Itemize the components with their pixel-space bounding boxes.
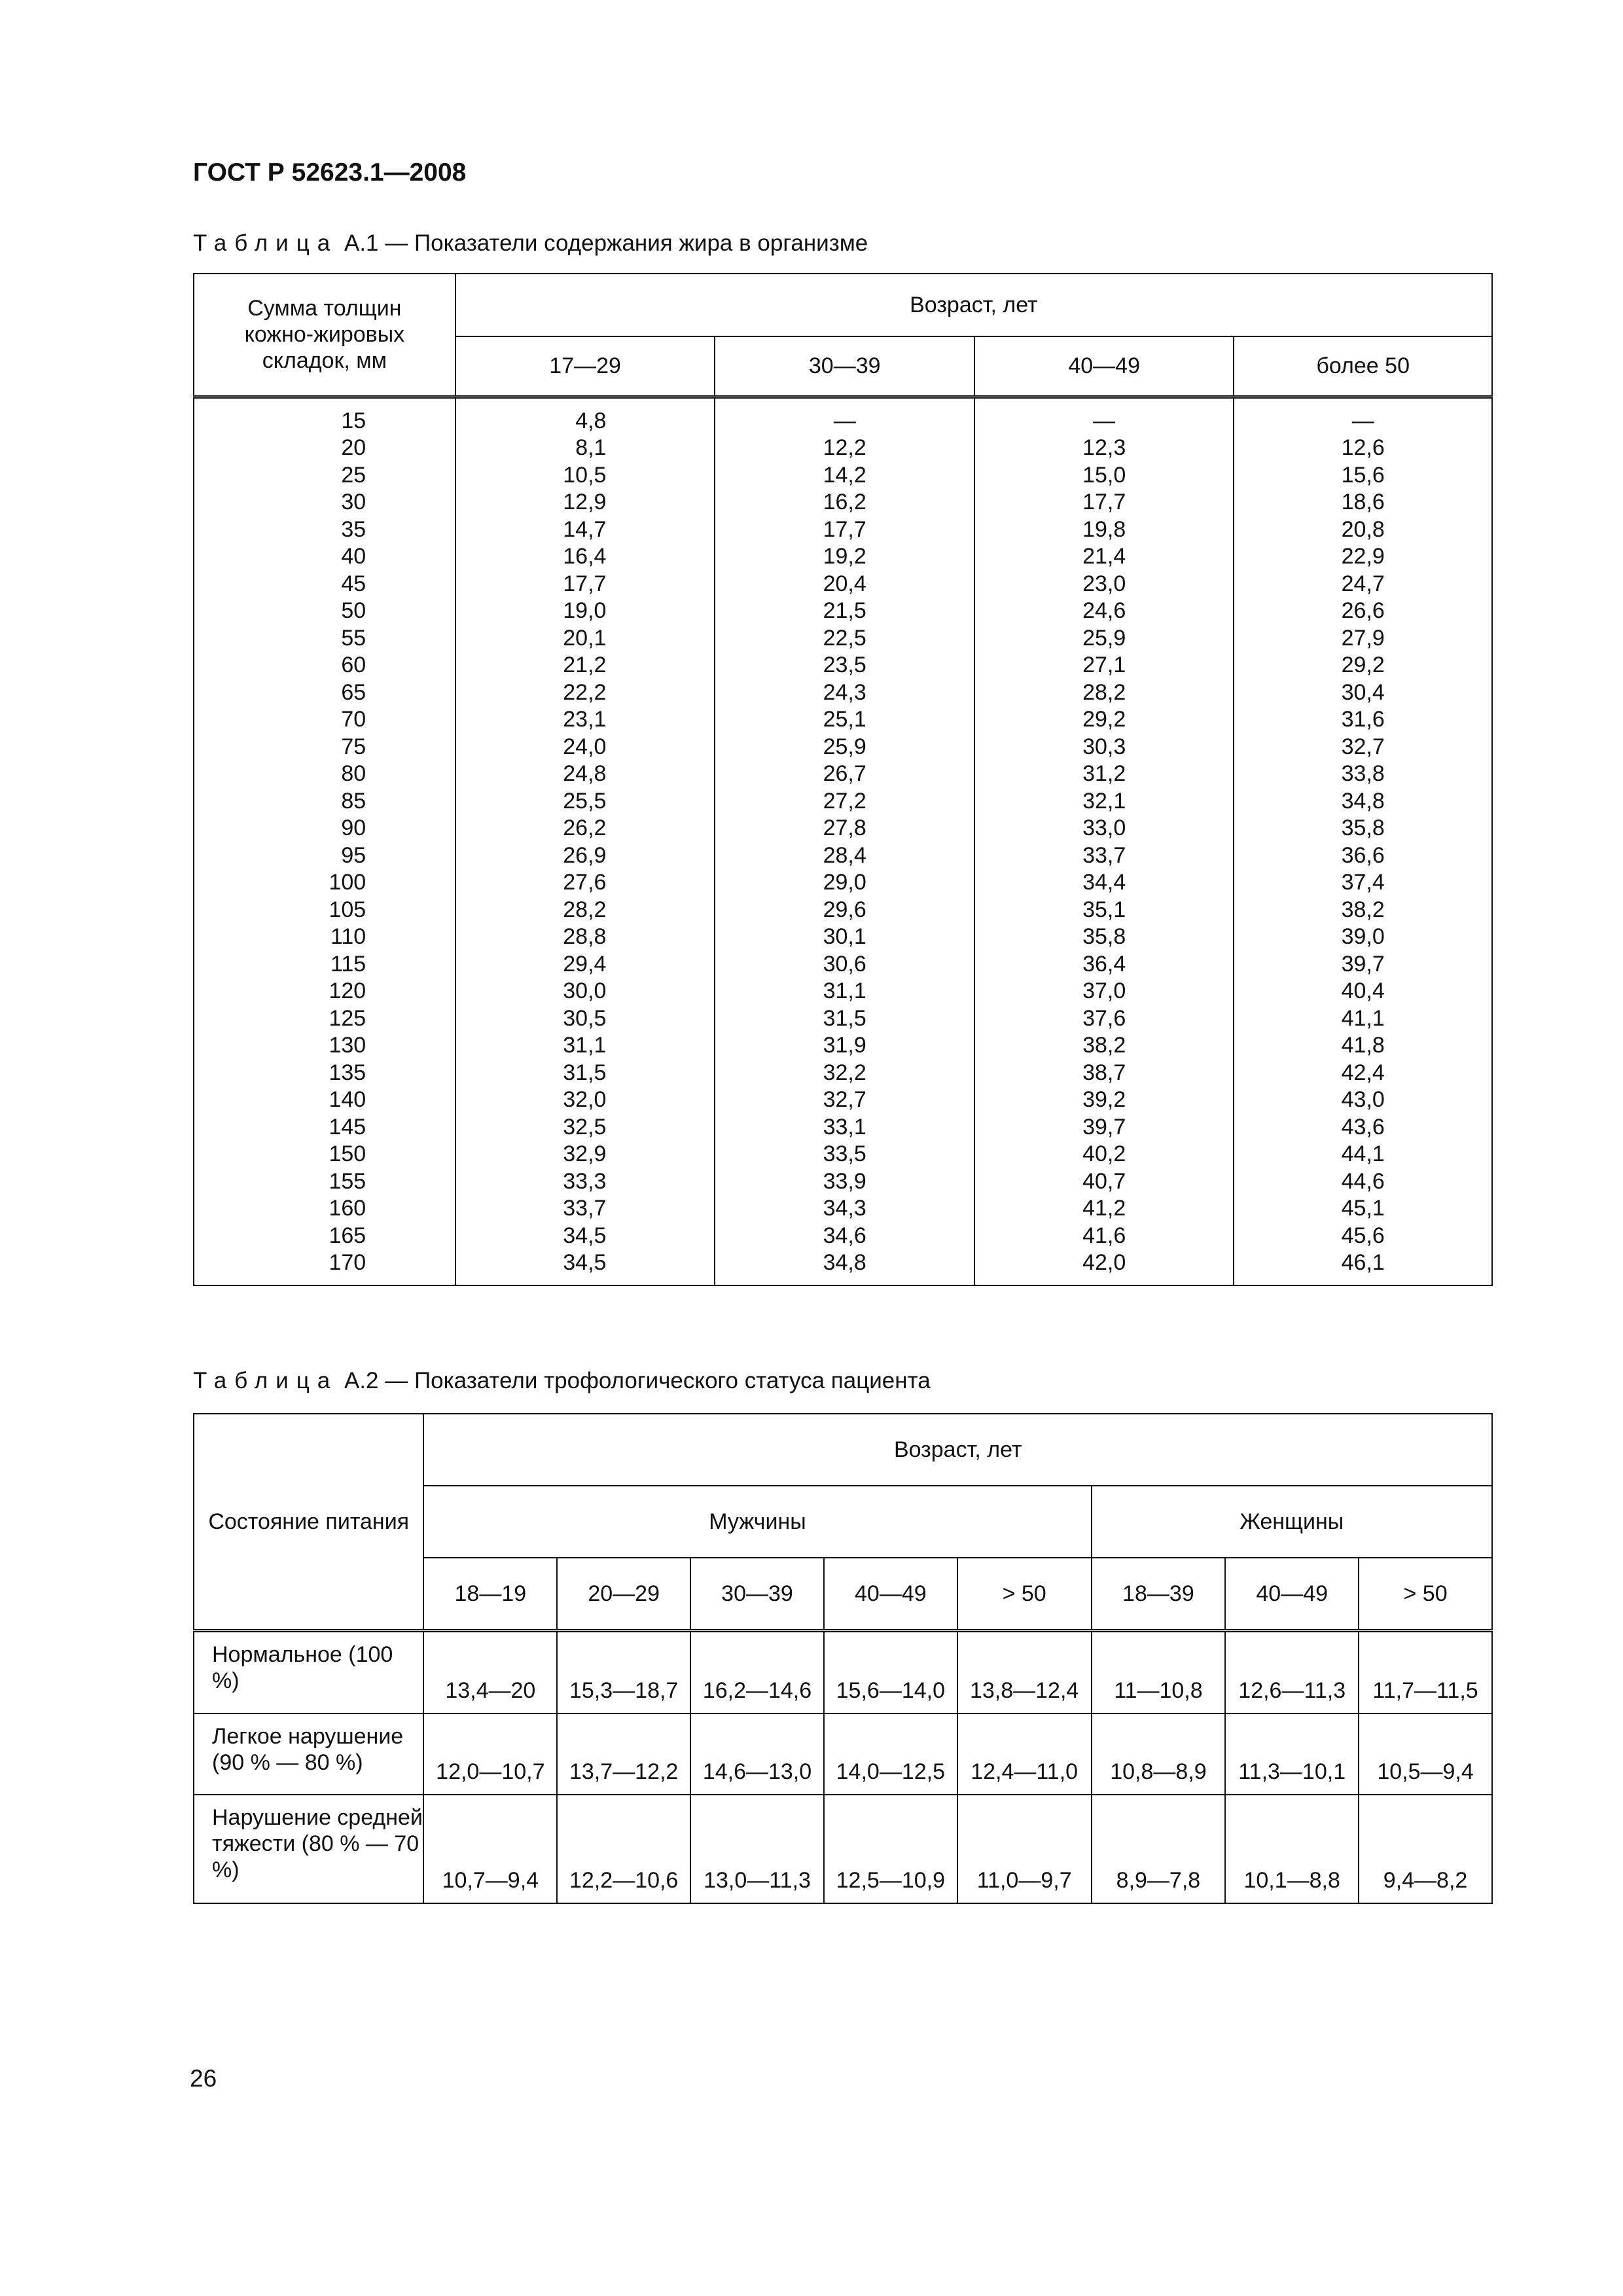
skinfold-sum-value: 25 xyxy=(341,462,366,488)
table1-caption-text: А.1 — Показатели содержания жира в организме xyxy=(344,230,868,256)
fat-percent-value: 33,5 xyxy=(823,1141,866,1166)
men-header: Мужчины xyxy=(423,1486,1091,1558)
table-cell: 11,0—9,7 xyxy=(957,1795,1092,1903)
trophological-status-table xyxy=(193,1413,1493,1904)
fat-percent-value: 39,2 xyxy=(1082,1087,1126,1112)
fat-percent-value: 33,9 xyxy=(823,1168,866,1194)
table-row xyxy=(194,1795,1492,1903)
fat-percent-value: 34,8 xyxy=(1341,788,1385,814)
fat-percent-value: 27,2 xyxy=(823,788,866,814)
skinfold-sum-value: 35 xyxy=(341,516,366,542)
fat-percent-value: 21,4 xyxy=(1082,544,1126,569)
page-number: 26 xyxy=(190,2065,217,2092)
fat-percent-value: 30,6 xyxy=(823,951,866,977)
fat-percent-value: 4,8 xyxy=(575,408,607,433)
skinfold-sum-value: 15 xyxy=(341,408,366,433)
skinfold-sum-value: 145 xyxy=(329,1114,366,1139)
fat-percent-value: 31,5 xyxy=(823,1005,866,1031)
fat-percent-value: 25,5 xyxy=(563,788,607,814)
fat-percent-value: 24,7 xyxy=(1341,571,1385,596)
skinfold-sum-value: 60 xyxy=(341,653,366,677)
fat-percent-value: 26,2 xyxy=(563,816,607,840)
fat-percent-value: 24,3 xyxy=(823,679,866,705)
fat-percent-value: 33,8 xyxy=(1341,761,1385,786)
age-group-header: > 50 xyxy=(1359,1558,1492,1631)
fat-percent-value: 34,5 xyxy=(563,1250,607,1275)
fat-percent-value: 36,4 xyxy=(1082,951,1126,977)
table-cell: 11,7—11,5 xyxy=(1359,1631,1492,1713)
fat-percent-value: 27,1 xyxy=(1082,653,1126,677)
fat-percent-value: 27,6 xyxy=(563,870,607,895)
fat-percent-value: 34,5 xyxy=(563,1223,607,1248)
table-cell: 13,8—12,4 xyxy=(957,1631,1092,1713)
fat-percent-value: 20,1 xyxy=(563,625,607,651)
fat-percent-value: — xyxy=(833,408,856,433)
row-label: Легкое нарушение (90 % — 80 %) xyxy=(194,1713,423,1795)
fat-percent-value: 38,2 xyxy=(1082,1033,1126,1058)
fat-percent-value: 16,4 xyxy=(563,544,607,569)
table1-caption-word: Таблица xyxy=(193,230,338,256)
fat-percent-value: 10,5 xyxy=(563,462,607,488)
age-30-39-column xyxy=(715,397,974,1285)
fat-percent-value: 39,7 xyxy=(1341,951,1385,977)
table-cell: 10,8—8,9 xyxy=(1092,1713,1226,1795)
skinfold-sum-value: 85 xyxy=(341,788,366,814)
skinfold-sum-value: 170 xyxy=(329,1250,366,1275)
fat-percent-value: 27,9 xyxy=(1341,625,1385,651)
fat-percent-value: 15,6 xyxy=(1341,462,1385,488)
fat-percent-value: 22,9 xyxy=(1341,544,1385,569)
fat-percent-value: 44,1 xyxy=(1341,1141,1385,1166)
fat-percent-value: 35,8 xyxy=(1082,924,1126,949)
age-40-49-column xyxy=(974,397,1234,1285)
age-group-header: более 50 xyxy=(1234,336,1492,397)
fat-percent-value: 31,1 xyxy=(823,978,866,1003)
fat-percent-value: 30,1 xyxy=(823,924,866,949)
fat-percent-value: 23,0 xyxy=(1082,571,1126,596)
fat-percent-value: 39,0 xyxy=(1341,924,1385,949)
age-group-header: 18—39 xyxy=(1092,1558,1226,1631)
fat-percent-value: 35,8 xyxy=(1341,816,1385,840)
fat-percent-value: 31,2 xyxy=(1082,761,1126,786)
fat-percent-value: 44,6 xyxy=(1341,1168,1385,1194)
row-label: Нормальное (100 %) xyxy=(194,1631,423,1713)
fat-percent-value: 25,9 xyxy=(1082,625,1126,651)
fat-percent-value: 32,7 xyxy=(1341,734,1385,759)
fat-percent-value: 41,6 xyxy=(1082,1223,1126,1248)
skinfold-sum-value: 105 xyxy=(329,897,366,922)
fat-percent-value: 26,6 xyxy=(1341,598,1385,623)
fat-percent-value: 25,1 xyxy=(823,707,866,732)
skinfold-sum-value: 55 xyxy=(341,625,366,651)
fat-percent-value: 31,1 xyxy=(563,1033,607,1058)
fat-percent-value: 15,0 xyxy=(1082,462,1126,488)
fat-percent-value: 23,1 xyxy=(563,707,607,732)
age-group-header: 40—49 xyxy=(974,336,1234,397)
skinfold-sum-value: 50 xyxy=(341,598,366,623)
fat-percent-value: 24,6 xyxy=(1082,598,1126,623)
fat-percent-value: 17,7 xyxy=(1082,490,1126,514)
table-cell: 11,3—10,1 xyxy=(1225,1713,1359,1795)
fat-content-table xyxy=(193,273,1493,1286)
table1-caption xyxy=(193,230,868,257)
fat-percent-value: 25,9 xyxy=(823,734,866,759)
fat-percent-value: 43,6 xyxy=(1341,1114,1385,1139)
table-cell: 13,4—20 xyxy=(423,1631,557,1713)
fat-percent-value: 23,5 xyxy=(823,653,866,677)
fat-percent-value: 17,7 xyxy=(563,571,607,596)
fat-percent-value: 29,4 xyxy=(563,951,607,977)
skinfold-sum-value: 30 xyxy=(341,490,366,514)
fat-percent-value: 36,6 xyxy=(1341,842,1385,868)
fat-percent-value: 38,2 xyxy=(1341,897,1385,922)
fat-percent-value: 30,0 xyxy=(563,978,607,1003)
age-group-header: 40—49 xyxy=(1225,1558,1359,1631)
fat-percent-value: 33,7 xyxy=(1082,842,1126,868)
skinfold-sum-value: 165 xyxy=(329,1223,366,1248)
fat-percent-value: 20,8 xyxy=(1341,516,1385,542)
fat-percent-value: 43,0 xyxy=(1341,1087,1385,1112)
fat-percent-value: 34,3 xyxy=(823,1196,866,1221)
skinfold-sum-value: 115 xyxy=(330,951,366,977)
fat-percent-value: 34,4 xyxy=(1082,870,1126,895)
skinfold-sum-value: 100 xyxy=(329,870,366,895)
row-label: Нарушение средней тяжести (80 % — 70 %) xyxy=(194,1795,423,1903)
fat-percent-value: 28,2 xyxy=(1082,679,1126,705)
fat-percent-value: 30,3 xyxy=(1082,734,1126,759)
skinfold-sum-column xyxy=(194,397,455,1285)
fat-percent-value: 17,7 xyxy=(823,516,866,542)
fat-percent-value: 12,2 xyxy=(823,435,866,460)
fat-percent-value: 33,3 xyxy=(563,1168,607,1194)
fat-percent-value: 14,7 xyxy=(563,516,607,542)
fat-percent-value: 45,6 xyxy=(1341,1223,1385,1248)
document-code: ГОСТ Р 52623.1—2008 xyxy=(193,158,467,187)
fat-percent-value: 22,5 xyxy=(823,625,866,651)
skinfold-sum-value: 130 xyxy=(329,1033,366,1058)
age-17-29-column xyxy=(455,397,715,1285)
skinfold-sum-value: 155 xyxy=(329,1168,366,1194)
table-cell: 12,0—10,7 xyxy=(423,1713,557,1795)
table2-caption-word: Таблица xyxy=(193,1368,338,1393)
skinfold-sum-value: 70 xyxy=(341,707,366,732)
skinfold-sum-value: 135 xyxy=(329,1060,366,1085)
fat-percent-value: 32,7 xyxy=(823,1087,866,1112)
fat-percent-value: 32,1 xyxy=(1082,788,1126,814)
age-group-header: 30—39 xyxy=(715,336,974,397)
fat-percent-value: 29,0 xyxy=(823,870,866,895)
age-group-header: 30—39 xyxy=(690,1558,824,1631)
skinfold-sum-value: 110 xyxy=(330,924,366,949)
table-cell: 12,4—11,0 xyxy=(957,1713,1092,1795)
table-cell: 11—10,8 xyxy=(1092,1631,1226,1713)
table-cell: 13,7—12,2 xyxy=(557,1713,690,1795)
fat-percent-value: 33,7 xyxy=(563,1196,607,1221)
fat-percent-value: 37,4 xyxy=(1341,870,1385,895)
table-cell: 10,7—9,4 xyxy=(423,1795,557,1903)
age-group-header: > 50 xyxy=(957,1558,1092,1631)
fat-percent-value: 31,5 xyxy=(563,1060,607,1085)
fat-percent-value: 18,6 xyxy=(1341,490,1385,514)
table2-caption xyxy=(193,1368,931,1394)
fat-percent-value: 26,9 xyxy=(563,842,607,868)
table-cell: 12,5—10,9 xyxy=(824,1795,957,1903)
fat-percent-value: 28,2 xyxy=(563,897,607,922)
skinfold-sum-value: 90 xyxy=(341,816,366,840)
fat-percent-value: 24,8 xyxy=(563,761,607,786)
fat-percent-value: 24,0 xyxy=(563,734,607,759)
fat-percent-value: 41,1 xyxy=(1341,1005,1385,1031)
fat-percent-value: — xyxy=(1351,408,1374,433)
table-cell: 9,4—8,2 xyxy=(1359,1795,1492,1903)
age-header: Возраст, лет xyxy=(455,274,1492,336)
fat-percent-value: 39,7 xyxy=(1082,1114,1126,1139)
fat-percent-value: 40,7 xyxy=(1082,1168,1126,1194)
fat-percent-value: 29,2 xyxy=(1341,653,1385,677)
fat-percent-value: 22,2 xyxy=(563,679,607,705)
fat-percent-value: 45,1 xyxy=(1341,1196,1385,1221)
fat-percent-value: — xyxy=(1093,408,1116,433)
fat-percent-value: 8,1 xyxy=(575,435,607,460)
fat-percent-value: 12,3 xyxy=(1082,435,1126,460)
fat-percent-value: 21,2 xyxy=(563,653,607,677)
fat-percent-value: 20,4 xyxy=(823,571,866,596)
age-header: Возраст, лет xyxy=(423,1414,1492,1486)
fat-percent-value: 38,7 xyxy=(1082,1060,1126,1085)
skinfold-sum-value: 80 xyxy=(341,761,366,786)
fat-percent-value: 34,8 xyxy=(823,1250,866,1275)
table-cell: 10,5—9,4 xyxy=(1359,1713,1492,1795)
fat-percent-value: 37,0 xyxy=(1082,978,1126,1003)
fat-percent-value: 29,6 xyxy=(823,897,866,922)
fat-percent-value: 42,4 xyxy=(1341,1060,1385,1085)
women-header: Женщины xyxy=(1092,1486,1492,1558)
age-group-header: 18—19 xyxy=(423,1558,557,1631)
skinfold-sum-value: 160 xyxy=(329,1196,366,1221)
table-cell: 8,9—7,8 xyxy=(1092,1795,1226,1903)
fat-percent-value: 41,2 xyxy=(1082,1196,1126,1221)
fat-percent-value: 21,5 xyxy=(823,598,866,623)
age-group-header: 40—49 xyxy=(824,1558,957,1631)
fat-percent-value: 16,2 xyxy=(823,490,866,514)
skinfold-sum-value: 140 xyxy=(329,1087,366,1112)
fat-percent-value: 28,8 xyxy=(563,924,607,949)
fat-percent-value: 35,1 xyxy=(1082,897,1126,922)
fat-percent-value: 30,5 xyxy=(563,1005,607,1031)
fat-percent-value: 33,1 xyxy=(823,1114,866,1139)
fat-percent-value: 33,0 xyxy=(1082,816,1126,840)
skinfold-sum-value: 65 xyxy=(341,679,366,705)
table-cell: 14,6—13,0 xyxy=(690,1713,824,1795)
fat-percent-value: 40,2 xyxy=(1082,1141,1126,1166)
table-cell: 15,3—18,7 xyxy=(557,1631,690,1713)
fat-percent-value: 19,8 xyxy=(1082,516,1126,542)
fat-percent-value: 27,8 xyxy=(823,816,866,840)
fat-percent-value: 19,0 xyxy=(563,598,607,623)
table-row xyxy=(194,1631,1492,1713)
fat-percent-value: 46,1 xyxy=(1341,1250,1385,1275)
fat-percent-value: 32,0 xyxy=(563,1087,607,1112)
fat-percent-value: 32,2 xyxy=(823,1060,866,1085)
table2-caption-text: А.2 — Показатели трофологического статуса пациента xyxy=(344,1368,931,1393)
table-cell: 15,6—14,0 xyxy=(824,1631,957,1713)
table-cell: 12,2—10,6 xyxy=(557,1795,690,1903)
skinfold-sum-value: 45 xyxy=(341,571,366,596)
table-cell: 10,1—8,8 xyxy=(1225,1795,1359,1903)
fat-percent-value: 26,7 xyxy=(823,761,866,786)
skinfold-sum-value: 150 xyxy=(329,1141,366,1166)
fat-percent-value: 14,2 xyxy=(823,462,866,488)
table-row xyxy=(194,1713,1492,1795)
fat-percent-value: 32,5 xyxy=(563,1114,607,1139)
table-cell: 12,6—11,3 xyxy=(1225,1631,1359,1713)
table-cell: 14,0—12,5 xyxy=(824,1713,957,1795)
skinfold-sum-value: 20 xyxy=(341,435,366,460)
fat-percent-value: 40,4 xyxy=(1341,978,1385,1003)
age-group-header: 20—29 xyxy=(557,1558,690,1631)
fat-percent-value: 42,0 xyxy=(1082,1250,1126,1275)
skinfold-sum-value: 75 xyxy=(341,734,366,759)
fat-percent-value: 30,4 xyxy=(1341,679,1385,705)
fat-percent-value: 32,9 xyxy=(563,1141,607,1166)
fat-percent-value: 12,9 xyxy=(563,490,607,514)
skinfold-sum-header: Сумма толщин кожно-жировых складок, мм xyxy=(194,274,455,397)
table-cell: 16,2—14,6 xyxy=(690,1631,824,1713)
fat-percent-value: 12,6 xyxy=(1341,435,1385,460)
skinfold-sum-value: 40 xyxy=(341,544,366,569)
fat-percent-value: 34,6 xyxy=(823,1223,866,1248)
skinfold-sum-value: 120 xyxy=(329,978,366,1003)
nutrition-state-header: Состояние питания xyxy=(194,1414,423,1631)
fat-percent-value: 28,4 xyxy=(823,842,866,868)
age-50-plus-column xyxy=(1234,397,1492,1285)
fat-percent-value: 31,6 xyxy=(1341,707,1385,732)
fat-percent-value: 29,2 xyxy=(1082,707,1126,732)
skinfold-sum-value: 125 xyxy=(329,1005,366,1031)
fat-percent-value: 41,8 xyxy=(1341,1033,1385,1058)
fat-percent-value: 19,2 xyxy=(823,544,866,569)
age-group-header: 17—29 xyxy=(455,336,715,397)
fat-percent-value: 37,6 xyxy=(1082,1005,1126,1031)
table-cell: 13,0—11,3 xyxy=(690,1795,824,1903)
skinfold-sum-value: 95 xyxy=(341,842,366,868)
fat-percent-value: 31,9 xyxy=(823,1033,866,1058)
